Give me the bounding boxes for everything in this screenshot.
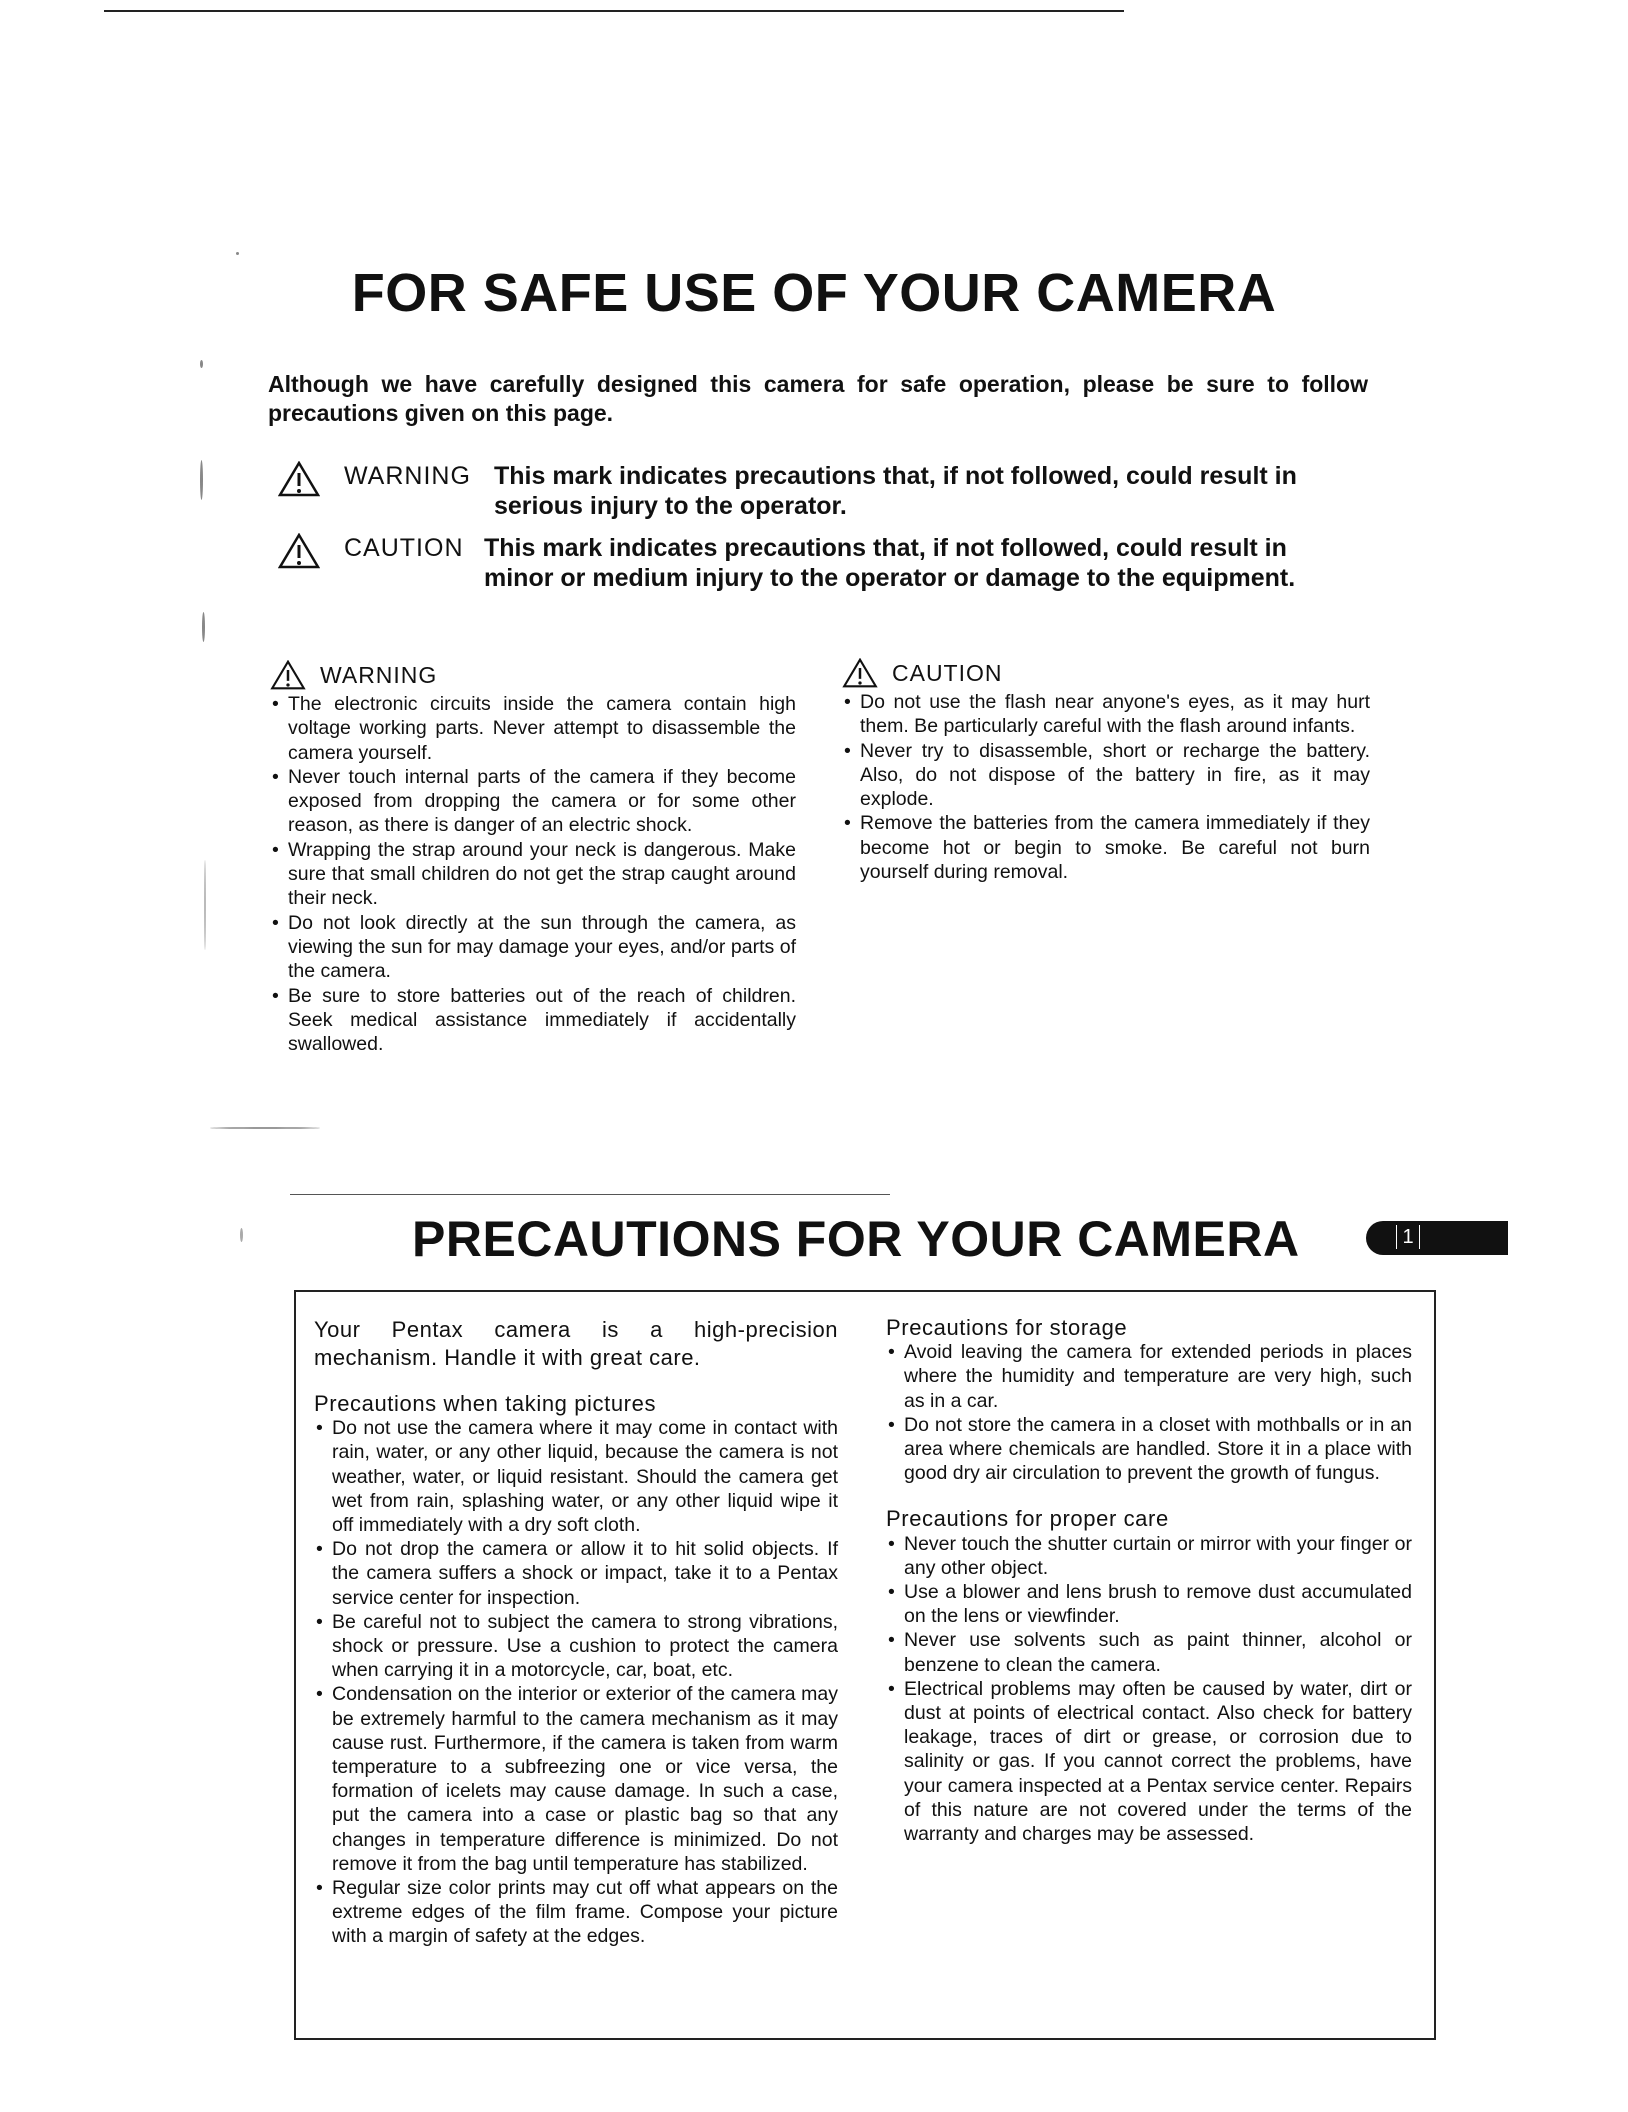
caution-item: • Remove the batteries from the camera immediately if they become hot or begin to smoke. Be careful not burn yourself during removal. [842,811,1370,884]
warning-item: • Wrapping the strap around your neck is dangerous. Make sure that small children do not get the strap caught around their neck. [270,838,796,911]
precautions-title: PRECAUTIONS FOR YOUR CAMERA [412,1211,1300,1267]
page-number: 1 [1396,1225,1420,1249]
caution-mark-row [278,533,1373,597]
page-number-tab [1366,1221,1508,1255]
mid-rule [290,1194,890,1195]
proper-care-list [886,1532,1412,1847]
scan-speck [236,252,239,255]
scan-speck [200,460,203,500]
warning-mark-row [278,461,1373,525]
warning-heading-label: WARNING [320,661,438,688]
caution-triangle-icon [842,658,878,688]
taking-pictures-item: • Be careful not to subject the camera to strong vibrations, shock or pressure. Use a cushion to protect the camera when carrying it in a motorcycle, car, boat, etc. [314,1610,838,1683]
safe-use-title: FOR SAFE USE OF YOUR CAMERA [351,263,1277,323]
proper-care-item: • Electrical problems may often be caused by water, dirt or dust at points of electrical contact. Also check for battery leakage, traces of dirt or grease, or corrosion due to salinity or gas. If you cannot correct the problems, have your camera inspected at a Pentax service center. Repairs of this nature are not covered under the terms of the warranty and charges may be assessed. [886,1677,1412,1846]
proper-care-heading: Precautions for proper care [886,1506,1169,1532]
taking-pictures-heading: Precautions when taking pictures [314,1391,657,1416]
storage-list [886,1340,1412,1485]
caution-item: • Do not use the flash near anyone's eyes, as it may hurt them. Be particularly careful with the flash around infants. [842,690,1370,739]
scan-speck [204,860,206,950]
warning-heading [270,660,796,690]
caution-item: • Never try to disassemble, short or recharge the battery. Also, do not dispose of the battery in fire, as it may explode. [842,739,1370,812]
caution-mark-desc-line: minor or medium injury to the operator or damage to the equipment. [484,564,1296,592]
caution-mark-label: CAUTION [344,534,464,562]
scan-speck [200,360,203,368]
precautions-intro: Your Pentax camera is a high-precision mechanism. Handle it with great care. [314,1317,838,1370]
warning-list [270,692,796,1056]
warning-item: • Never touch internal parts of the camera if they become exposed from dropping the camera or for some other reason, as there is danger of an electric shock. [270,765,796,838]
warning-item: • Do not look directly at the sun through the camera, as viewing the sun for may damage your eyes, and/or parts of the camera. [270,911,796,984]
caution-list [842,690,1370,884]
storage-item: • Do not store the camera in a closet with mothballs or in an area where chemicals are handled. Store it in a place with good dry air circulation to prevent the growth of fungus. [886,1413,1412,1486]
taking-pictures-item: • Regular size color prints may cut off what appears on the extreme edges of the film frame. Compose your picture with a margin of safety at the edges. [314,1876,838,1949]
taking-pictures-item: • Do not use the camera where it may come in contact with rain, water, or any other liquid, because the camera is not weather, water, or liquid resistant. Should the camera get wet from rain, splashing water, or any other liquid wipe it off immediately with a dry soft cloth. [314,1416,838,1537]
precautions-box [294,1290,1436,2040]
precautions-right-column [886,1316,1412,1846]
proper-care-item: • Use a blower and lens brush to remove dust accumulated on the lens or viewfinder. [886,1580,1412,1628]
top-rule [104,10,1124,12]
warning-mark-description [494,461,1373,521]
caution-heading [842,658,1370,688]
warning-item: • Be sure to store batteries out of the reach of children. Seek medical assistance immediately if accidentally swallowed. [270,984,796,1057]
taking-pictures-list [314,1416,838,1948]
storage-item: • Avoid leaving the camera for extended periods in places where the humidity and temperature are very high, such as in a car. [886,1340,1412,1413]
caution-mark-description [484,533,1373,593]
caution-triangle-icon [278,533,320,569]
warning-triangle-icon [278,461,320,497]
storage-heading: Precautions for storage [886,1315,1128,1340]
caution-mark-desc-line: This mark indicates precautions that, if not followed, could result in [484,534,1287,562]
scan-speck [210,1127,320,1129]
scan-speck [240,1228,243,1242]
precautions-left-column [314,1316,838,1949]
warning-triangle-icon [270,660,306,690]
caution-column [842,658,1370,884]
warning-mark-label: WARNING [344,462,471,490]
safe-use-intro: Although we have carefully designed this camera for safe operation, please be sure to follow precautions given on this page. [268,371,1368,426]
proper-care-item: • Never use solvents such as paint thinner, alcohol or benzene to clean the camera. [886,1628,1412,1676]
warning-item: • The electronic circuits inside the camera contain high voltage working parts. Never attempt to disassemble the camera yourself. [270,692,796,765]
taking-pictures-item: • Condensation on the interior or exterior of the camera may be extremely harmful to the camera mechanism as it may cause rust. Furthermore, if the camera is taken from warm temperature to a subfreezing one or vice versa, the formation of icelets may cause damage. In such a case, put the camera into a case or plastic bag so that any changes in temperature difference is minimized. Do not remove it from the bag until temperature has stabilized. [314,1682,838,1876]
warning-mark-desc-line: serious injury to the operator. [494,492,847,520]
warning-mark-desc-line: This mark indicates precautions that, if not followed, could result in [494,462,1297,490]
scan-speck [202,612,205,642]
caution-heading-label: CAUTION [892,659,1003,686]
warning-column [270,660,796,1056]
proper-care-item: • Never touch the shutter curtain or mirror with your finger or any other object. [886,1532,1412,1580]
taking-pictures-item: • Do not drop the camera or allow it to hit solid objects. If the camera suffers a shock or impact, take it to a Pentax service center for inspection. [314,1537,838,1610]
